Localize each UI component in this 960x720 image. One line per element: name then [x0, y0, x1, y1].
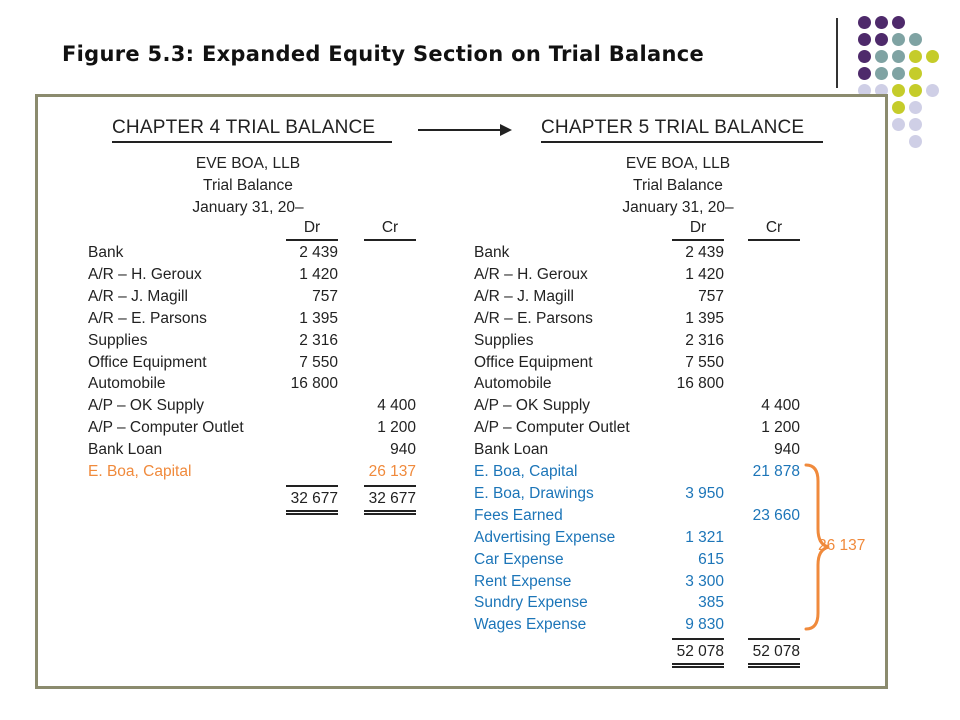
right-account-cr: 1 200 [761, 419, 800, 437]
right-arrow-icon [416, 121, 514, 139]
left-account-name: A/R – H. Geroux [88, 265, 202, 283]
left-account-dr: 2 439 [299, 244, 338, 261]
right-account-name: A/P – OK Supply [474, 397, 591, 415]
right-dr-header: Dr [689, 219, 707, 236]
right-account-dr: 385 [698, 594, 724, 612]
left-account-name: E. Boa, Capital [88, 463, 192, 480]
right-heading: CHAPTER 5 TRIAL BALANCE [541, 117, 805, 138]
right-account-name: Wages Expense [474, 616, 587, 634]
left-account-cr: 4 400 [377, 397, 416, 415]
decorative-dot [909, 33, 922, 46]
left-account-name: Bank Loan [88, 441, 163, 459]
left-doc-title: Trial Balance [203, 177, 293, 194]
right-total-dr-double-rule-1 [672, 663, 724, 665]
left-cr-header: Cr [381, 219, 399, 236]
decorative-dot [892, 16, 905, 29]
right-heading-rule [541, 141, 823, 143]
left-account-name: Automobile [88, 375, 166, 393]
slide-title: Figure 5.3: Expanded Equity Section on Trial Balance [62, 42, 705, 66]
decorative-dot [875, 50, 888, 63]
right-total-cr: 52 078 [752, 643, 800, 660]
right-account-name: Fees Earned [474, 506, 563, 524]
left-account-name: A/P – OK Supply [88, 397, 205, 415]
right-company: EVE BOA, LLB [625, 155, 731, 172]
left-account-dr [274, 462, 338, 482]
right-account-dr: 1 395 [685, 309, 724, 327]
decorative-dot [892, 50, 905, 63]
right-account-dr [660, 506, 724, 526]
decorative-dot [892, 84, 905, 97]
left-total-cr-double-rule-1 [364, 510, 416, 512]
right-account-name: Office Equipment [474, 353, 593, 371]
right-account-name: A/R – E. Parsons [474, 309, 593, 327]
right-total-cr-double-rule-2 [748, 666, 800, 668]
right-cr-header: Cr [765, 219, 783, 236]
right-account-dr: 3 300 [685, 572, 724, 590]
left-account-dr: 7 550 [299, 353, 338, 371]
right-account-dr: 1 321 [685, 528, 724, 546]
trial-balance-figure [38, 97, 891, 697]
right-account-dr [660, 396, 724, 416]
right-total-dr-rule [672, 638, 724, 640]
right-account-dr: 757 [698, 287, 724, 305]
right-account-name: Car Expense [474, 550, 564, 568]
left-account-cr: 26 137 [368, 463, 416, 480]
right-account-dr [660, 418, 724, 438]
left-account-dr [274, 440, 338, 460]
left-account-name: Bank [88, 244, 124, 261]
right-total-cr-double-rule-1 [748, 663, 800, 665]
right-account-cr: 23 660 [752, 506, 800, 524]
left-total-dr-rule [286, 485, 338, 487]
right-account-cr [736, 528, 800, 548]
left-dr-header: Dr [303, 219, 321, 236]
right-dr-header-rule [672, 239, 724, 241]
left-account-cr [352, 374, 416, 394]
left-company: EVE BOA, LLB [195, 155, 301, 172]
right-account-name: Bank Loan [474, 441, 549, 459]
right-account-cr [736, 550, 800, 570]
decorative-dot [858, 16, 871, 29]
left-account-dr [274, 396, 338, 416]
left-account-cr: 1 200 [377, 419, 416, 437]
left-account-cr [352, 265, 416, 285]
right-account-name: E. Boa, Capital [474, 463, 578, 480]
decorative-dot [892, 118, 905, 131]
left-heading: CHAPTER 4 TRIAL BALANCE [112, 117, 376, 138]
right-account-name: Rent Expense [474, 572, 572, 590]
left-account-name: A/P – Computer Outlet [88, 419, 244, 437]
left-account-dr: 1 395 [299, 309, 338, 327]
right-account-name: E. Boa, Drawings [474, 484, 594, 502]
right-account-cr [736, 331, 800, 351]
decorative-dot [858, 33, 871, 46]
right-account-cr: 21 878 [752, 463, 800, 480]
right-account-name: Sundry Expense [474, 594, 588, 612]
right-account-dr [660, 462, 724, 482]
left-total-cr-rule [364, 485, 416, 487]
decorative-dot [926, 84, 939, 97]
left-account-name: Office Equipment [88, 353, 207, 371]
decorative-dot [858, 67, 871, 80]
decorative-dot [926, 50, 939, 63]
left-account-dr: 16 800 [290, 375, 338, 393]
left-account-dr: 757 [312, 287, 338, 305]
left-account-cr [352, 331, 416, 351]
left-cr-header-rule [364, 239, 416, 241]
left-account-cr: 940 [390, 441, 416, 459]
right-account-cr [736, 309, 800, 329]
left-account-name: A/R – J. Magill [88, 287, 188, 305]
right-account-dr: 2 439 [685, 244, 724, 261]
left-account-cr [352, 287, 416, 307]
left-date: January 31, 20– [192, 199, 304, 216]
right-total-dr: 52 078 [676, 643, 724, 660]
decorative-dot [875, 16, 888, 29]
decorative-dot [909, 67, 922, 80]
left-dr-header-rule [286, 239, 338, 241]
left-account-cr [352, 309, 416, 329]
right-account-dr [660, 440, 724, 460]
left-account-name: Supplies [88, 331, 148, 349]
right-account-cr [736, 287, 800, 307]
decorative-dot [909, 135, 922, 148]
decorative-dot [892, 101, 905, 114]
right-total-dr-double-rule-2 [672, 666, 724, 668]
left-total-cr-double-rule-2 [364, 513, 416, 515]
right-date: January 31, 20– [622, 199, 734, 216]
decorative-dot [909, 50, 922, 63]
decorative-dot [909, 84, 922, 97]
right-account-name: Automobile [474, 375, 552, 393]
left-total-dr-double-rule-1 [286, 510, 338, 512]
right-account-cr [736, 572, 800, 592]
right-account-cr [736, 484, 800, 504]
right-account-name: A/P – Computer Outlet [474, 419, 630, 437]
right-account-cr [736, 353, 800, 373]
left-account-dr: 1 420 [299, 265, 338, 283]
right-account-cr: 940 [774, 441, 800, 459]
right-account-dr: 2 316 [685, 331, 724, 349]
left-account-name: A/R – E. Parsons [88, 309, 207, 327]
right-account-name: Supplies [474, 331, 534, 349]
right-account-dr: 7 550 [685, 353, 724, 371]
right-account-dr: 3 950 [685, 484, 724, 502]
left-account-cr [352, 243, 416, 263]
left-account-dr: 2 316 [299, 331, 338, 349]
right-account-name: Bank [474, 244, 510, 261]
right-account-cr [736, 265, 800, 285]
right-account-name: A/R – H. Geroux [474, 265, 588, 283]
left-total-dr-double-rule-2 [286, 513, 338, 515]
right-total-cr-rule [748, 638, 800, 640]
right-doc-title: Trial Balance [633, 177, 723, 194]
title-divider [836, 18, 838, 88]
brace-total-label: 26 137 [818, 537, 866, 554]
right-account-cr [736, 593, 800, 613]
left-heading-rule [112, 141, 392, 143]
decorative-dot [909, 101, 922, 114]
right-account-cr [736, 615, 800, 635]
left-total-cr: 32 677 [368, 490, 416, 507]
right-account-dr: 16 800 [676, 375, 724, 393]
decorative-dot [909, 118, 922, 131]
decorative-dot [875, 33, 888, 46]
right-account-cr: 4 400 [761, 397, 800, 415]
decorative-dot [892, 33, 905, 46]
right-account-dr: 615 [698, 550, 724, 568]
right-account-dr: 9 830 [685, 616, 724, 634]
right-cr-header-rule [748, 239, 800, 241]
left-account-cr [352, 353, 416, 373]
right-account-cr [736, 243, 800, 263]
decorative-dot [858, 50, 871, 63]
left-account-dr [274, 418, 338, 438]
right-account-name: Advertising Expense [474, 528, 616, 546]
figure-frame [35, 94, 888, 689]
left-total-dr: 32 677 [290, 490, 338, 507]
decorative-dot [875, 67, 888, 80]
right-account-dr: 1 420 [685, 265, 724, 283]
right-account-name: A/R – J. Magill [474, 287, 574, 305]
decorative-dot [892, 67, 905, 80]
right-account-cr [736, 374, 800, 394]
